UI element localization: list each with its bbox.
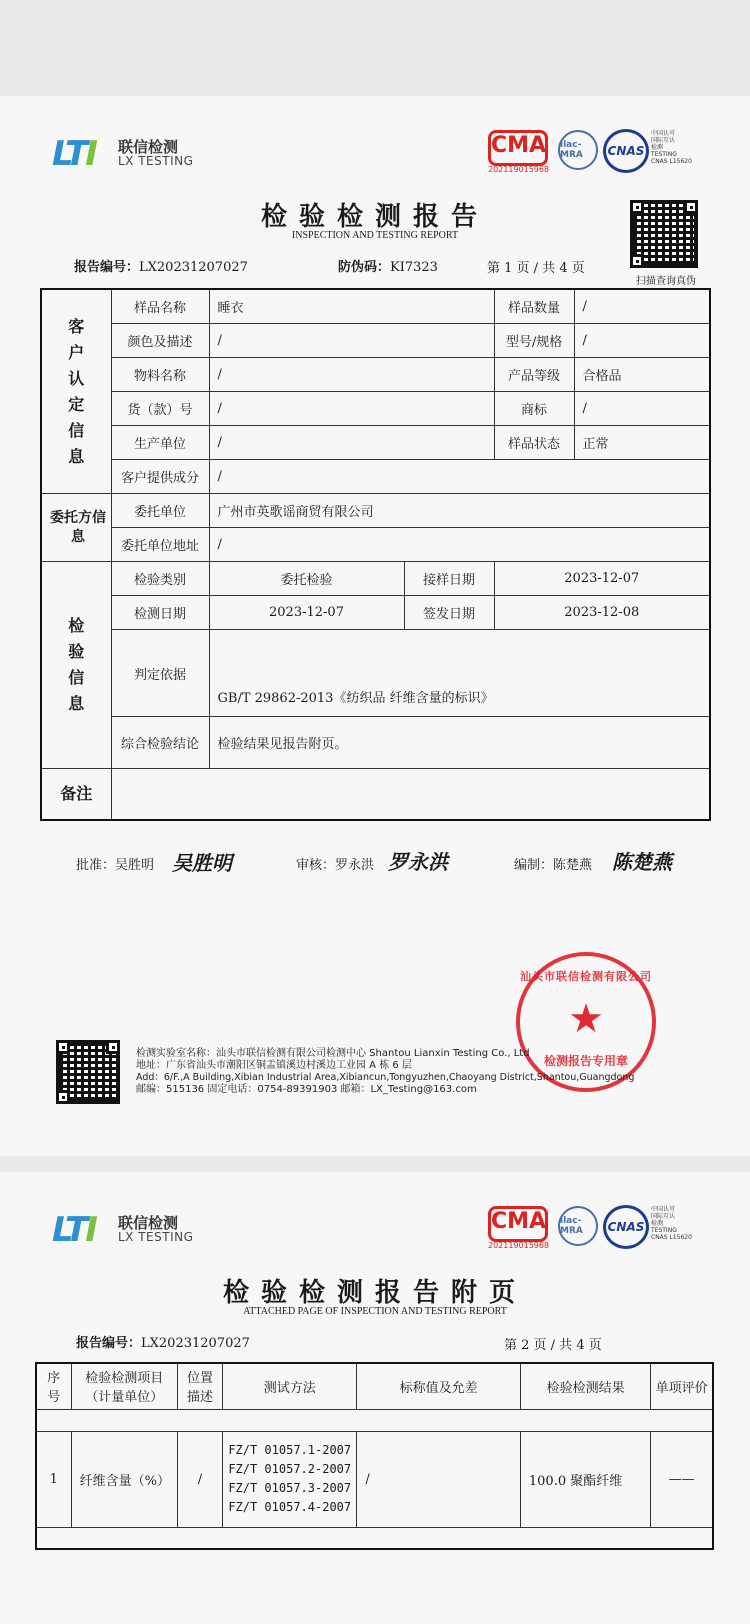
table-row: [41, 426, 710, 460]
stamp-star-icon: ★: [568, 996, 604, 1042]
approve-signature: 批准：吴胜明: [76, 858, 155, 873]
approve-sign-image: 吴胜明: [172, 851, 232, 875]
table-row: [41, 494, 710, 528]
cell-item: 纤维含量（%）: [71, 1431, 177, 1527]
section-client: 委托方信息: [41, 494, 111, 562]
label-cell: 产品等级: [494, 358, 574, 392]
table-row: [41, 460, 710, 494]
table-row: [41, 528, 710, 562]
report-number: 报告编号：LX20231207027: [74, 260, 248, 275]
header-position: 位置描述: [177, 1363, 222, 1409]
remarks-cell: [111, 769, 710, 821]
value-cell: /: [574, 289, 710, 324]
cnas-logo: CNAS: [603, 129, 649, 173]
cma-number: 202119015968: [488, 165, 550, 174]
logo-cn-text: 联信检测: [118, 138, 179, 156]
value-cell: /: [209, 358, 494, 392]
table-row: [41, 769, 710, 821]
lab-footer: 检测实验室名称：汕头市联信检测有限公司检测中心 Shantou Lianxin Testing Co., Ltd 地址：广东省汕头市潮阳区铜盂镇溪边村溪边工业园 A 栋 6 层 Add：6/F.,A Building,Xibian Industrial Area,Xibiancun,Tongyuzhen,Chaoyang District,Shantou,Guangdong 邮编：515136 固定电话：0754-89391903 邮箱：LX_Testing@163.com: [136, 1048, 635, 1095]
ilac-mra-logo: ilac-MRA: [558, 130, 598, 170]
value-cell: /: [209, 460, 710, 494]
report-title: 检验检测报告: [260, 202, 489, 232]
table-row: [41, 630, 710, 717]
attached-table: [35, 1362, 714, 1550]
cma-logo: CMA: [488, 130, 548, 166]
header-nominal: 标称值及允差: [357, 1363, 520, 1409]
qr-code: [630, 200, 698, 268]
header-index: 序号: [36, 1363, 71, 1409]
cell-nominal: /: [357, 1431, 520, 1527]
logo-cn-text: 联信检测: [118, 1214, 179, 1232]
header-item: 检验检测项目（计量单位）: [71, 1363, 177, 1409]
header-evaluation: 单项评价: [651, 1363, 713, 1409]
value-cell: GB/T 29862-2013《纺织品 纤维含量的标识》: [209, 630, 710, 717]
table-row: [36, 1431, 713, 1527]
footer-qr-code: [56, 1040, 120, 1104]
page-info: 第 1 页 / 共 4 页: [487, 261, 585, 276]
label-cell: 综合检验结论: [111, 717, 209, 769]
anti-fake-code: 防伪码：KI7323: [338, 260, 438, 275]
review-sign-image: 罗永洪: [388, 850, 448, 874]
cnas-logo: CNAS: [603, 1205, 649, 1249]
report-subtitle: INSPECTION AND TESTING REPORT: [291, 230, 459, 241]
attached-title: 检验检测报告附页: [222, 1278, 527, 1308]
section-remarks: 备注: [41, 769, 111, 821]
value-cell: /: [574, 324, 710, 358]
value-cell: 睡衣: [209, 289, 494, 324]
page-info: 第 2 页 / 共 4 页: [504, 1338, 602, 1353]
lx-logo: [52, 134, 95, 174]
value-cell: 2023-12-07: [494, 562, 710, 596]
label-cell: 型号/规格: [494, 324, 574, 358]
label-cell: 商标: [494, 392, 574, 426]
cell-position: /: [177, 1431, 222, 1527]
value-cell: 广州市英歌谣商贸有限公司: [209, 494, 710, 528]
table-row: [41, 562, 710, 596]
label-cell: 判定依据: [111, 630, 209, 717]
official-stamp: 汕头市联信检测有限公司 ★ 检测报告专用章: [516, 952, 656, 1092]
value-cell: /: [209, 426, 494, 460]
cnas-caption: 中国认可 国际互认 检测 TESTING CNAS L15620: [651, 130, 692, 165]
report-number: 报告编号：LX20231207027: [76, 1336, 250, 1351]
cell-index: 1: [36, 1431, 71, 1527]
table-row: [41, 289, 710, 324]
value-cell: 正常: [574, 426, 710, 460]
label-cell: 委托单位: [111, 494, 209, 528]
value-cell: /: [209, 392, 494, 426]
table-row: [41, 596, 710, 630]
spacer-row: [36, 1409, 713, 1431]
cell-evaluation: ——: [651, 1431, 713, 1527]
value-cell: 委托检验: [209, 562, 404, 596]
qr-caption: 扫描查询真伪: [636, 276, 696, 287]
label-cell: 货（款）号: [111, 392, 209, 426]
table-row: [41, 324, 710, 358]
label-cell: 样品数量: [494, 289, 574, 324]
report-page-2: [0, 1172, 750, 1624]
label-cell: 接样日期: [404, 562, 494, 596]
label-cell: 物料名称: [111, 358, 209, 392]
table-row: [41, 717, 710, 769]
value-cell: 合格品: [574, 358, 710, 392]
spacer-row: [36, 1527, 713, 1549]
header-method: 测试方法: [223, 1363, 357, 1409]
report-page-1: [0, 96, 750, 1156]
compile-signature: 编制：陈楚燕: [514, 858, 593, 873]
value-cell: 2023-12-08: [494, 596, 710, 630]
value-cell: 检验结果见报告附页。: [209, 717, 710, 769]
value-cell: /: [209, 324, 494, 358]
report-table: [40, 288, 711, 821]
value-cell: /: [574, 392, 710, 426]
label-cell: 生产单位: [111, 426, 209, 460]
label-cell: 检测日期: [111, 596, 209, 630]
label-cell: 委托单位地址: [111, 528, 209, 562]
table-row: [41, 358, 710, 392]
lx-logo: LTI: [52, 1210, 95, 1250]
logo-mark: LTI: [52, 134, 95, 174]
label-cell: 检验类别: [111, 562, 209, 596]
cma-logo: CMA: [488, 1206, 548, 1242]
cell-methods: FZ/T 01057.1-2007 FZ/T 01057.2-2007 FZ/T 01057.3-2007 FZ/T 01057.4-2007: [223, 1431, 357, 1527]
value-cell: 2023-12-07: [209, 596, 404, 630]
logo-en-text: LX TESTING: [118, 154, 194, 168]
cell-result: 100.0 聚酯纤维: [520, 1431, 650, 1527]
label-cell: 客户提供成分: [111, 460, 209, 494]
header-result: 检验检测结果: [520, 1363, 650, 1409]
ilac-mra-logo: ilac-MRA: [558, 1206, 598, 1246]
label-cell: 样品状态: [494, 426, 574, 460]
table-header-row: [36, 1363, 713, 1409]
label-cell: 签发日期: [404, 596, 494, 630]
section-inspection: 检验信息: [41, 562, 111, 769]
cnas-caption: 中国认可 国际互认 检测 TESTING CNAS L15620: [651, 1206, 692, 1241]
section-customer: 客户认定信息: [41, 289, 111, 494]
label-cell: 样品名称: [111, 289, 209, 324]
logo-en-text: LX TESTING: [118, 1230, 194, 1244]
value-cell: /: [209, 528, 710, 562]
attached-subtitle: ATTACHED PAGE OF INSPECTION AND TESTING REPORT: [243, 1306, 507, 1317]
table-row: [41, 392, 710, 426]
compile-sign-image: 陈楚燕: [612, 850, 672, 874]
review-signature: 审核：罗永洪: [296, 858, 375, 873]
cma-number: 202119015968: [488, 1241, 550, 1250]
label-cell: 颜色及描述: [111, 324, 209, 358]
